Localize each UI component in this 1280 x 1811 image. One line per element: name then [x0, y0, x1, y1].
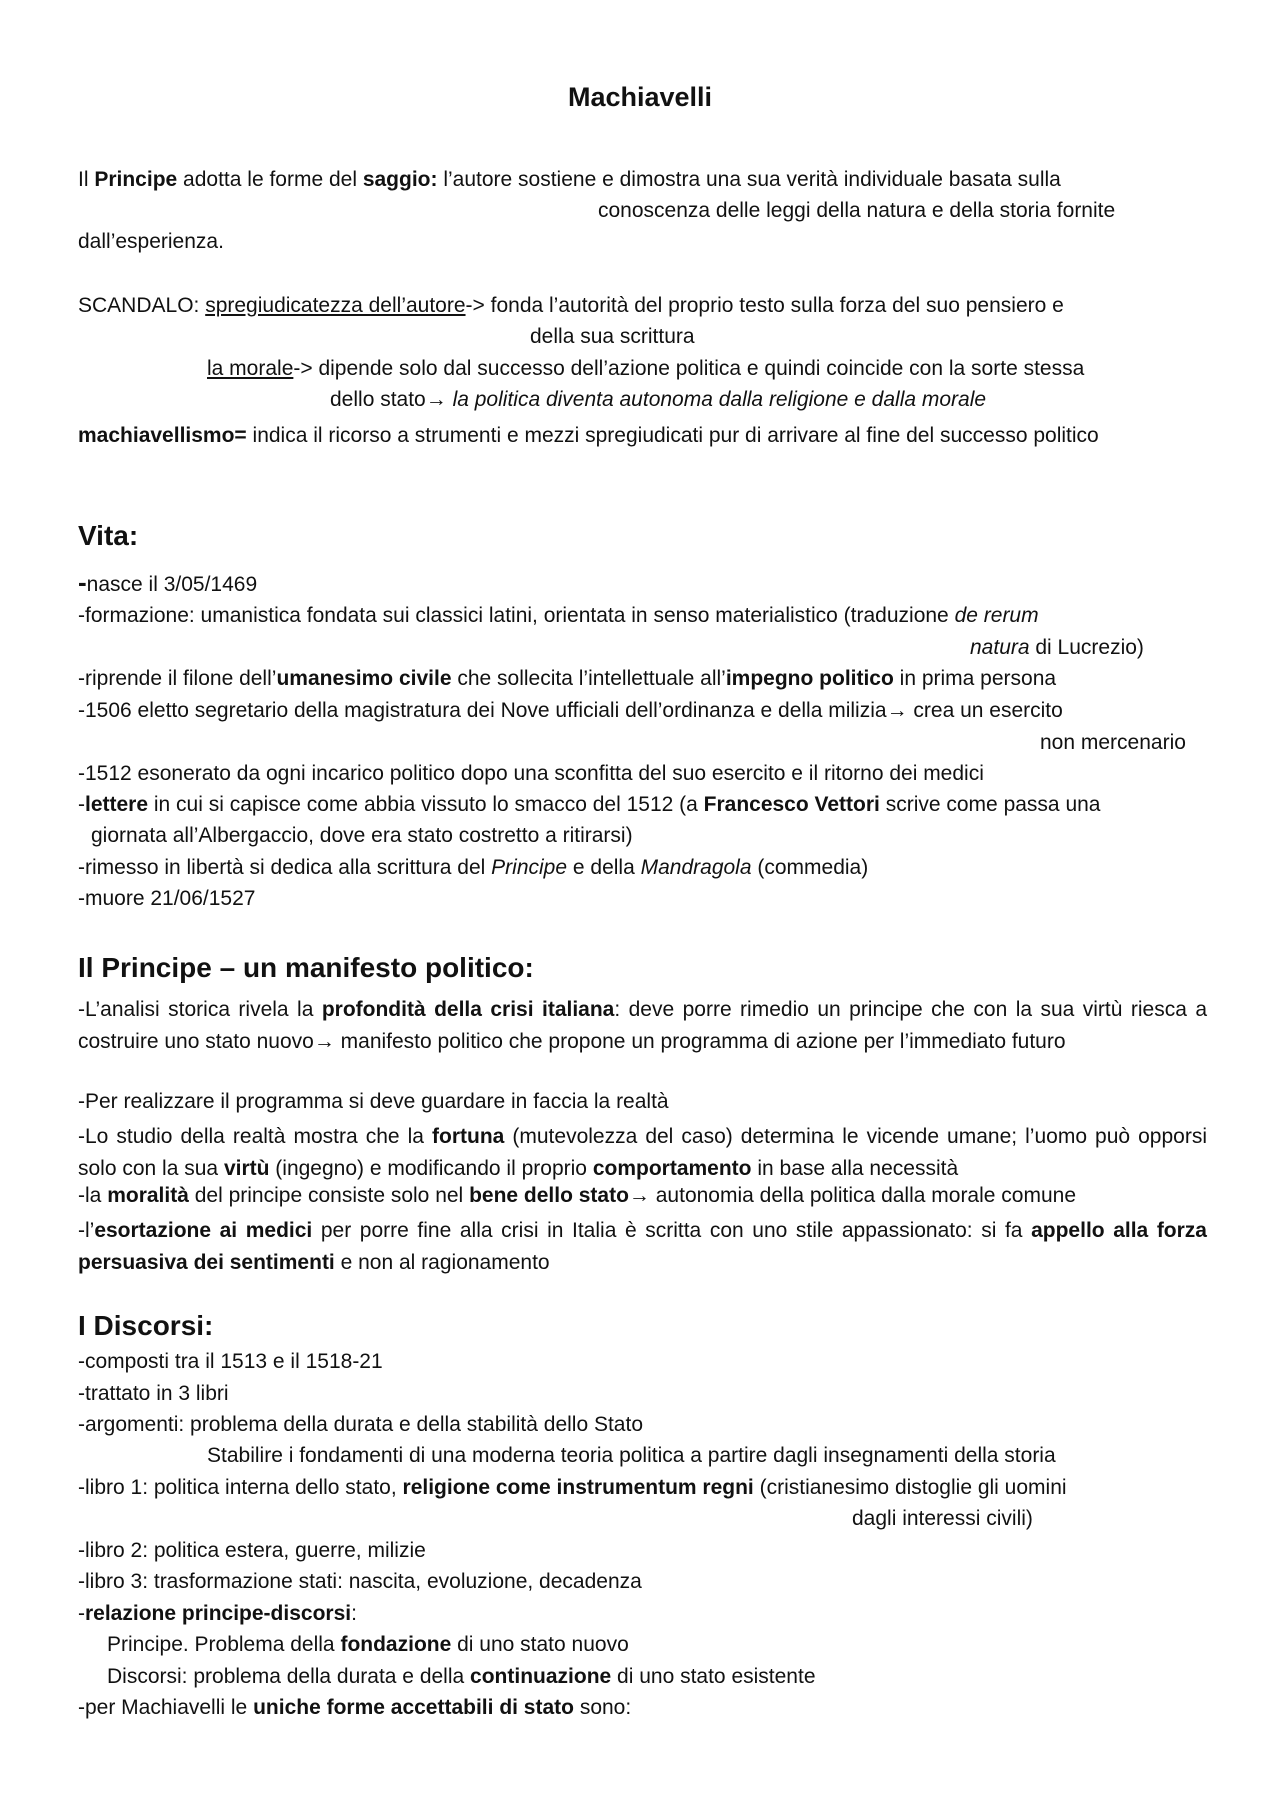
vita-line-11: -muore 21/06/1527 — [78, 887, 256, 910]
discorsi-line-5: -libro 1: politica interna dello stato, religione come instrumentum regni (cristianesimo distoglie gli uomini — [78, 1476, 1067, 1499]
intro-line-1: Il Principe adotta le forme del saggio: l’autore sostiene e dimostra una sua verità individuale basata sulla — [78, 168, 1061, 191]
principe-paragraph-2: -Per realizzare il programma si deve guardare in faccia la realtà — [78, 1090, 669, 1113]
discorsi-line-11: Discorsi: problema della durata e della continuazione di uno stato esistente — [107, 1665, 816, 1688]
discorsi-line-9: -relazione principe-discorsi: — [78, 1602, 357, 1625]
arrow-icon: → — [425, 388, 447, 411]
discorsi-line-6: dagli interessi civili) — [852, 1507, 1033, 1530]
scandalo-line-3: la morale-> dipende solo dal successo dell’azione politica e quindi coincide con la sorte stessa — [207, 357, 1085, 380]
vita-line-9: giornata all’Albergaccio, dove era stato costretto a ritirarsi) — [91, 824, 633, 847]
machiavellismo-definition: machiavellismo= indica il ricorso a strumenti e mezzi spregiudicati pur di arrivare al fine del successo politico — [78, 424, 1099, 447]
intro-line-2: conoscenza delle leggi della natura e della storia fornite — [598, 199, 1116, 222]
discorsi-line-3: -argomenti: problema della durata e della stabilità dello Stato — [78, 1413, 644, 1436]
vita-line-10: -rimesso in libertà si dedica alla scrittura del Principe e della Mandragola (commedia) — [78, 856, 869, 879]
discorsi-line-12: -per Machiavelli le uniche forme accettabili di stato sono: — [78, 1696, 632, 1719]
scandalo-line-4: dello stato→ la politica diventa autonoma dalla religione e dalla morale — [330, 388, 987, 411]
principe-heading: Il Principe – un manifesto politico: — [78, 952, 534, 983]
scandalo-line-1: SCANDALO: spregiudicatezza dell’autore-> fonda l’autorità del proprio testo sulla forza del suo pensiero e — [78, 294, 1064, 317]
arrow-icon: → — [886, 699, 908, 722]
principe-paragraph-5: -l’esortazione ai medici per porre fine alla crisi in Italia è scritta con uno stile appassionato: si fa appello alla forza persuasiva dei sentimenti e non al ragionamento — [78, 1219, 1207, 1274]
discorsi-line-7: -libro 2: politica estera, guerre, milizie — [78, 1539, 426, 1562]
arrow-icon: → — [313, 1029, 335, 1053]
discorsi-heading: I Discorsi: — [78, 1310, 214, 1341]
page-title: Machiavelli — [567, 82, 713, 112]
vita-heading: Vita: — [78, 520, 139, 551]
intro-line-3: dall’esperienza. — [78, 230, 224, 253]
principe-paragraph-1: -L’analisi storica rivela la profondità della crisi italiana: deve porre rimedio un principe che con la sua virtù riesca a costruire uno stato nuovo→ manifesto politico che propone un programma di azione per l’immediato futuro — [78, 998, 1207, 1053]
vita-line-8: -lettere in cui si capisce come abbia vissuto lo smacco del 1512 (a Francesco Vettori scrive come passa una — [78, 793, 1101, 816]
principe-paragraph-4: -la moralità del principe consiste solo nel bene dello stato→ autonomia della politica dalla morale comune — [78, 1184, 1077, 1207]
vita-line-3: natura di Lucrezio) — [970, 636, 1144, 659]
discorsi-line-8: -libro 3: trasformazione stati: nascita, evoluzione, decadenza — [78, 1570, 642, 1593]
discorsi-line-4: Stabilire i fondamenti di una moderna teoria politica a partire dagli insegnamenti della storia — [207, 1444, 1056, 1467]
vita-line-6: non mercenario — [1040, 731, 1186, 754]
vita-line-7: -1512 esonerato da ogni incarico politico dopo una sconfitta del suo esercito e il ritorno dei medici — [78, 762, 984, 785]
principe-paragraph-3: -Lo studio della realtà mostra che la fortuna (mutevolezza del caso) determina le vicende umane; l’uomo può opporsi solo con la sua virtù (ingegno) e modificando il proprio comportamento in base alla necessità — [78, 1125, 1208, 1180]
arrow-icon: → — [628, 1184, 650, 1207]
discorsi-line-1: -composti tra il 1513 e il 1518-21 — [78, 1350, 383, 1373]
vita-line-2: -formazione: umanistica fondata sui classici latini, orientata in senso materialistico (traduzione de rerum — [78, 604, 1039, 627]
scandalo-line-2: della sua scrittura — [530, 325, 695, 348]
vita-line-1: -nasce il 3/05/1469 — [78, 567, 258, 597]
discorsi-line-10: Principe. Problema della fondazione di uno stato nuovo — [107, 1633, 629, 1656]
discorsi-line-2: -trattato in 3 libri — [78, 1382, 229, 1405]
vita-line-5: -1506 eletto segretario della magistratura dei Nove ufficiali dell’ordinanza e della milizia→ crea un esercito — [78, 699, 1063, 722]
vita-line-4: -riprende il filone dell’umanesimo civile che sollecita l’intellettuale all’impegno politico in prima persona — [78, 667, 1057, 690]
